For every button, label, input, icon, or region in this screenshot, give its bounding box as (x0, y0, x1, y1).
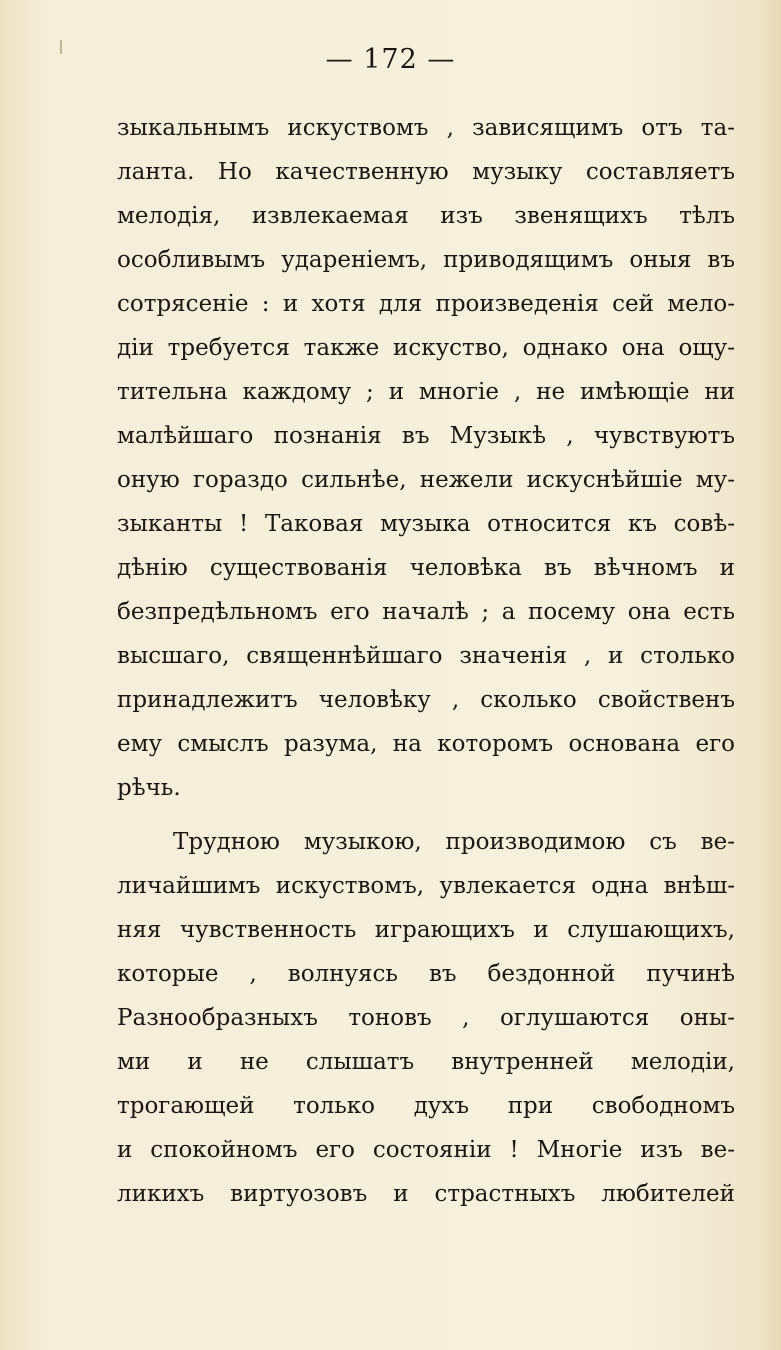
text-line: ланта. Но качественную музыку составляетъ (117, 159, 735, 185)
page-number: — 172 — (325, 44, 456, 75)
body-text (117, 106, 735, 1216)
text-line: ми и не слышатъ внутренней мелодіи, (117, 1049, 735, 1075)
text-line: мелодія, извлекаемая изъ звенящихъ тѣлъ (117, 203, 735, 229)
text-line: рѣчь. (117, 775, 181, 801)
text-line: зыкальнымъ искуствомъ , зависящимъ отъ та- (117, 115, 735, 141)
paragraph-gap (117, 810, 735, 820)
text-line: безпредѣльномъ его началѣ ; а посему она есть (117, 599, 735, 625)
text-line: ему смыслъ разума, на которомъ основана его (117, 731, 735, 757)
text-line: принадлежитъ человѣку , сколько свойственъ (117, 687, 735, 713)
text-line: Трудною музыкою, производимою съ ве- (173, 829, 735, 855)
text-line: Разнообразныхъ тоновъ , оглушаются оны- (117, 1005, 735, 1031)
text-line: личайшимъ искуствомъ, увлекается одна внѣш- (117, 873, 735, 899)
text-line: діи требуется также искуство, однако она ощу- (117, 335, 735, 361)
text-line: дѣнію существованія человѣка въ вѣчномъ и (117, 555, 735, 581)
text-line: зыканты ! Таковая музыка относится къ совѣ- (117, 511, 735, 537)
text-line: оную гораздо сильнѣе, нежели искуснѣйшіе му- (117, 467, 735, 493)
text-line: тительна каждому ; и многіе , не имѣющіе ни (117, 379, 735, 405)
text-line: и спокойномъ его состояніи ! Многіе изъ ве- (117, 1137, 735, 1163)
text-line: особливымъ удареніемъ, приводящимъ оныя въ (117, 247, 735, 273)
text-line: высшаго, священнѣйшаго значенія , и столько (117, 643, 735, 669)
text-line: ликихъ виртуозовъ и страстныхъ любителей (117, 1181, 735, 1207)
text-line: няя чувственность играющихъ и слушающихъ, (117, 917, 735, 943)
text-line: сотрясеніе : и хотя для произведенія сей мело- (117, 291, 735, 317)
text-line: малѣйшаго познанія въ Музыкѣ , чувствуютъ (117, 423, 735, 449)
text-line: которые , волнуясь въ бездонной пучинѣ (117, 961, 735, 987)
paragraph (117, 820, 735, 1216)
paragraph (117, 106, 735, 810)
text-line: трогающей только духъ при свободномъ (117, 1093, 735, 1119)
